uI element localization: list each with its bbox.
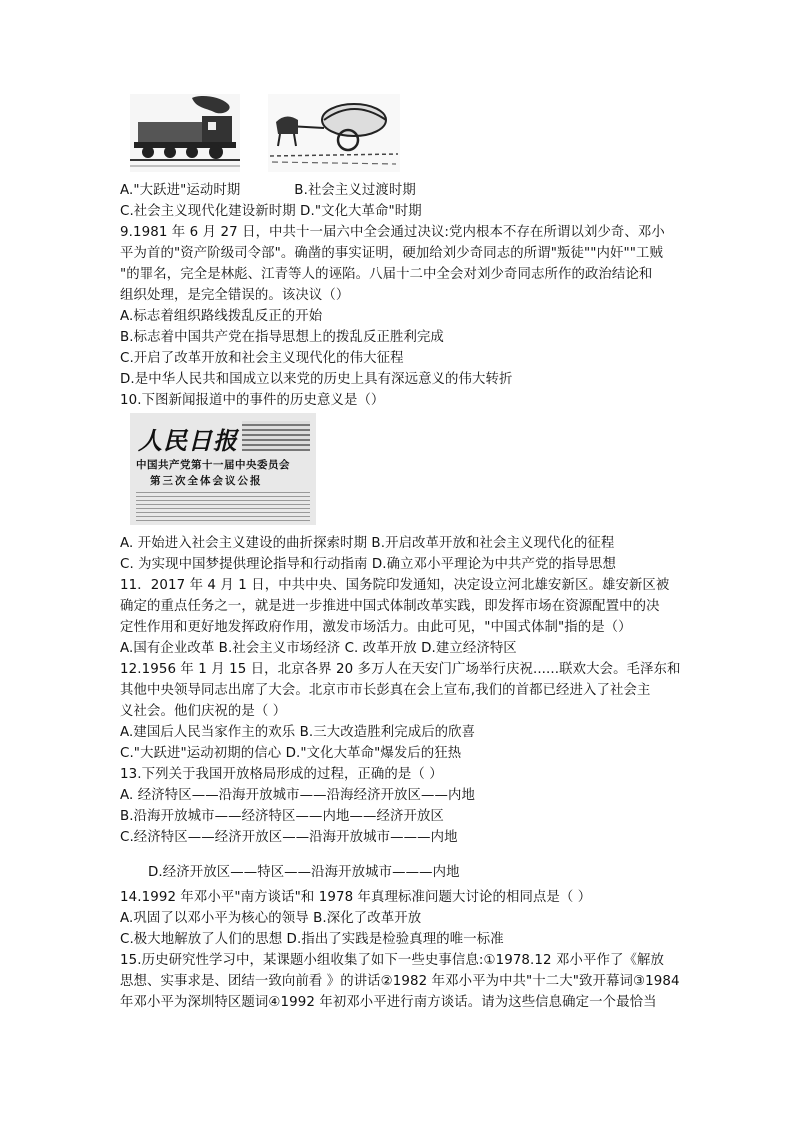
q13-option-c: C.经济特区——经济开放区——沿海开放城市———内地 [120, 830, 458, 845]
q14-options-row-2: C.极大地解放了人们的思想 D.指出了实践是检验真理的唯一标准 [120, 932, 504, 947]
q10-options-row-1: A. 开始进入社会主义建设的曲折探索时期 B.开启改革开放和社会主义现代化的征程 [120, 536, 615, 551]
q9-option-d: D.是中华人民共和国成立以来党的历史上具有深远意义的伟大转折 [120, 372, 513, 387]
q10-stem: 10.下图新闻报道中的事件的历史意义是（） [120, 393, 385, 408]
q9-option-b: B.标志着中国共产党在指导思想上的拨乱反正胜利完成 [120, 330, 444, 345]
q11-options: A.国有企业改革 B.社会主义市场经济 C. 改革开放 D.建立经济特区 [120, 641, 517, 656]
q9-option-a: A.标志着组织路线拨乱反正的开始 [120, 309, 323, 324]
q13-option-b: B.沿海开放城市——经济特区——内地——经济开放区 [120, 809, 444, 824]
q11-stem-line-3: 定性作用和更好地发挥政府作用，激发市场活力。由此可见，"中国式体制"指的是（） [120, 620, 632, 635]
q13-option-a: A. 经济特区——沿海开放城市——沿海经济开放区——内地 [120, 788, 476, 803]
q15-stem-line-3: 年邓小平为深圳特区题词④1992 年初邓小平进行南方谈话。请为这些信息确定一个最恰当 [120, 995, 657, 1010]
illustration-ox-cart [268, 94, 400, 172]
q11-stem-line-1: 11．2017 年 4 月 1 日，中共中央、国务院印发通知，决定设立河北雄安新区。雄安新区被 [120, 578, 670, 593]
q15-stem-line-2: 思想、实事求是、团结一致向前看 》的讲话②1982 年邓小平为中共"十二大"致开幕词③1984 [120, 974, 680, 989]
q11-stem-line-2: 确定的重点任务之一，就是进一步推进中国式体制改革实践，即发挥市场在资源配置中的决 [120, 599, 660, 614]
q12-stem-line-3: 义社会。他们庆祝的是（ ） [120, 704, 287, 719]
q12-stem-line-2: 其他中央领导同志出席了大会。北京市市长彭真在会上宣布,我们的首都已经进入了社会主 [120, 683, 651, 698]
q12-options-row-1: A.建国后人民当家作主的欢乐 B.三大改造胜利完成后的欣喜 [120, 725, 476, 740]
newspaper-masthead: 人民日报 [138, 426, 238, 455]
newspaper-image [130, 413, 316, 525]
q15-stem-line-1: 15.历史研究性学习中，某课题小组收集了如下一些史事信息:①1978.12 邓小平作了《解放 [120, 953, 664, 968]
q12-options-row-2: C."大跃进"运动初期的信心 D."文化大革命"爆发后的狂热 [120, 746, 462, 761]
q13-stem: 13.下列关于我国开放格局形成的过程，正确的是（ ） [120, 767, 443, 782]
newspaper-top-columns [242, 421, 310, 451]
q14-options-row-1: A.巩固了以邓小平为核心的领导 B.深化了改革开放 [120, 911, 422, 926]
q14-stem: 14.1992 年邓小平"南方谈话"和 1978 年真理标准问题大讨论的相同点是（ ） [120, 890, 592, 905]
q9-stem-line-2: 平为首的"资产阶级司令部"。确凿的事实证明，硬加给刘少奇同志的所谓"叛徒""内奸""工贼 [120, 246, 663, 261]
q13-option-d: D.经济开放区——特区——沿海开放城市———内地 [148, 865, 460, 880]
q8-options-row-2: C.社会主义现代化建设新时期 D."文化大革命"时期 [120, 204, 422, 219]
newspaper-body-text [136, 491, 310, 521]
q9-stem-line-4: 组织处理，是完全错误的。该决议（） [120, 288, 350, 303]
newspaper-headline-1: 中国共产党第十一届中央委员会 [136, 459, 290, 471]
newspaper-headline-2: 第三次全体会议公报 [150, 475, 263, 487]
q8-options-row-1: A."大跃进"运动时期 B.社会主义过渡时期 [120, 183, 416, 198]
q12-stem-line-1: 12.1956 年 1 月 15 日，北京各界 20 多万人在天安门广场举行庆祝......联欢大会。毛泽东和 [120, 662, 681, 677]
q9-option-c: C.开启了改革开放和社会主义现代化的伟大征程 [120, 351, 404, 366]
q9-stem-line-3: "的罪名，完全是林彪、江青等人的诬陷。八届十二中全会对刘少奇同志所作的政治结论和 [120, 267, 653, 282]
illustration-locomotive [130, 94, 240, 172]
q10-options-row-2: C. 为实现中国梦提供理论指导和行动指南 D.确立邓小平理论为中共产党的指导思想 [120, 557, 616, 572]
q9-stem-line-1: 9.1981 年 6 月 27 日，中共十一届六中全会通过决议:党内根本不存在所谓以刘少奇、邓小 [120, 225, 665, 240]
